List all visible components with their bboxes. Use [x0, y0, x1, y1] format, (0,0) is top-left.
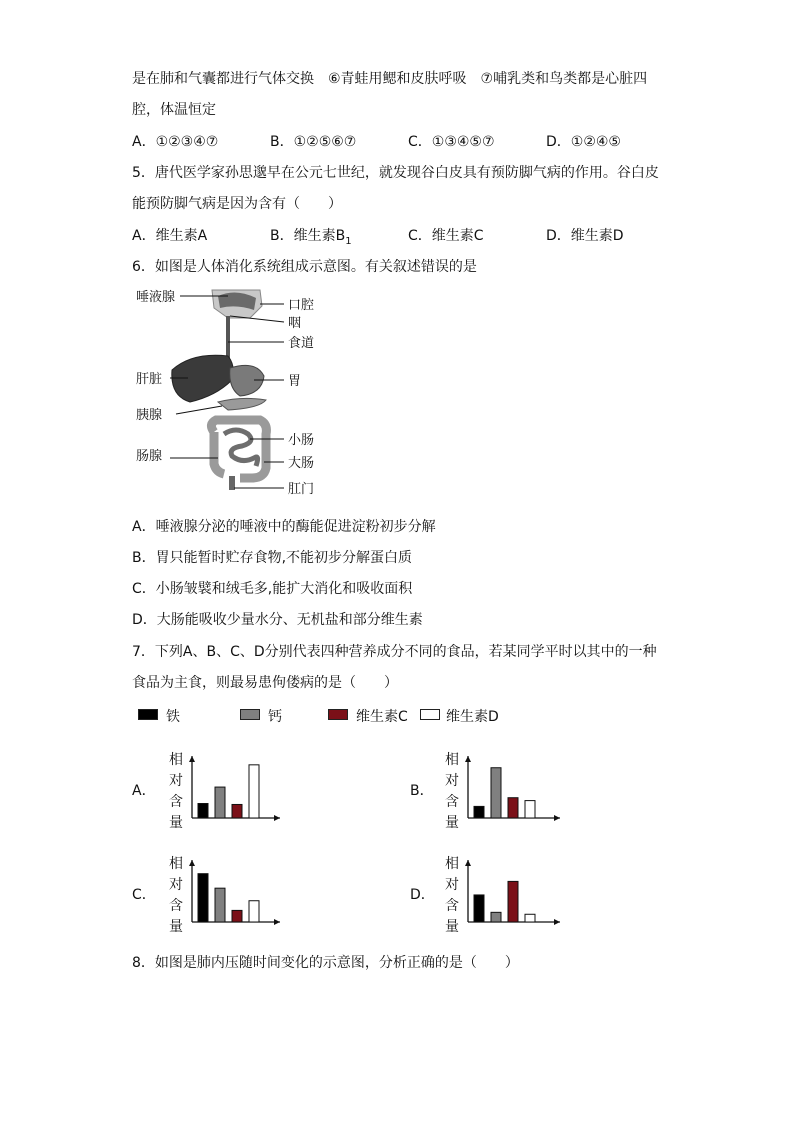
chart-a-y-arrow — [189, 756, 195, 762]
chart-c-option-label: C． — [132, 887, 156, 903]
q5-options — [132, 225, 692, 247]
legend-swatch-vitamin-d — [420, 709, 440, 720]
chart-c-bar-vitamin-c — [232, 910, 242, 922]
chart-b-ylabel-3: 量 — [445, 815, 459, 831]
label-anus: 肛门 — [288, 482, 315, 497]
label-pancreas: 胰腺 — [136, 408, 163, 423]
chart-d-bar-calcium — [491, 912, 501, 922]
label-intestinal-gland: 肠腺 — [136, 449, 163, 464]
chart-a-plot — [188, 750, 284, 826]
legend-swatch-vitamin-c — [328, 709, 348, 720]
chart-d-bar-vitamin-d — [525, 914, 535, 922]
chart-a-option-label: A． — [132, 783, 156, 799]
q6-stem: 6．如图是人体消化系统组成示意图。有关叙述错误的是 — [132, 259, 477, 275]
legend-swatch-iron — [138, 709, 158, 720]
stomach-shape — [230, 365, 264, 396]
chart-b-bar-calcium — [491, 768, 501, 818]
chart-a-bar-vitamin-c — [232, 804, 242, 818]
label-mouth: 口腔 — [288, 298, 315, 313]
q5-option-b-subscript: 1 — [345, 235, 352, 247]
label-liver: 肝脏 — [136, 372, 163, 387]
chart-legend — [138, 706, 538, 726]
q5-stem-line-2: 能预防脚气病是因为含有（ ） — [132, 196, 342, 212]
liver-shape — [172, 355, 234, 402]
label-esophagus: 食道 — [288, 336, 315, 351]
label-stomach: 胃 — [288, 374, 302, 389]
q4-option-d[interactable]: D．①②④⑤ — [546, 134, 621, 150]
q6-option-b[interactable]: B．胃只能暂时贮存食物,不能初步分解蛋白质 — [132, 550, 413, 566]
label-salivary-gland: 唾液腺 — [136, 290, 176, 305]
chart-d-x-arrow — [554, 919, 560, 925]
chart-d-ylabel — [444, 854, 460, 938]
q5-option-b-label: B．维生素B — [270, 228, 346, 244]
chart-a-bar-vitamin-d — [249, 765, 259, 818]
chart-d-ylabel-0: 相 — [445, 856, 459, 872]
chart-a-x-arrow — [274, 815, 280, 821]
chart-c-ylabel-1: 对 — [169, 877, 183, 893]
chart-a-ylabel-3: 量 — [169, 815, 183, 831]
chart-c-bar-calcium — [215, 888, 225, 922]
chart-d-bar-iron — [474, 895, 484, 922]
q5-option-d[interactable]: D．维生素D — [546, 228, 624, 244]
chart-c-y-arrow — [189, 860, 195, 866]
chart-c-bar-iron — [198, 874, 208, 922]
chart-a-ylabel-2: 含 — [169, 794, 183, 810]
chart-b-y-arrow — [465, 756, 471, 762]
label-pharynx: 咽 — [288, 316, 302, 331]
label-small-intestine: 小肠 — [288, 433, 315, 448]
chart-d-plot — [464, 854, 564, 930]
legend-swatch-calcium — [240, 709, 260, 720]
q8-stem: 8．如图是肺内压随时间变化的示意图，分析正确的是（ ） — [132, 955, 519, 971]
chart-b-plot — [464, 750, 564, 826]
q5-option-b[interactable] — [270, 225, 352, 247]
chart-b-ylabel — [444, 750, 460, 834]
chart-a-bar-calcium — [215, 787, 225, 818]
chart-a-bar-iron — [198, 804, 208, 819]
chart-d-bar-vitamin-c — [508, 881, 518, 922]
chart-d-ylabel-2: 含 — [445, 898, 459, 914]
q7-stem-line-2: 食品为主食，则最易患佝偻病的是（ ） — [132, 675, 398, 691]
chart-c-ylabel-3: 量 — [169, 919, 183, 935]
legend-label-vitamin-d: 维生素D — [446, 709, 499, 725]
q4-option-c[interactable]: C．①③④⑤⑦ — [408, 134, 495, 150]
intro-line-1: 是在肺和气囊都进行气体交换 ⑥青蛙用鳃和皮肤呼吸 ⑦哺乳类和鸟类都是心脏四 — [132, 71, 648, 87]
chart-b-bar-vitamin-c — [508, 798, 518, 818]
pancreas-shape — [218, 398, 266, 410]
chart-a-ylabel-1: 对 — [169, 773, 183, 789]
chart-b-bar-iron — [474, 806, 484, 818]
chart-d-ylabel-1: 对 — [445, 877, 459, 893]
chart-b-option-label: B． — [410, 783, 434, 799]
q6-option-c[interactable]: C．小肠皱襞和绒毛多,能扩大消化和吸收面积 — [132, 581, 413, 597]
large-intestine-left — [214, 432, 224, 474]
chart-c-ylabel-0: 相 — [169, 856, 183, 872]
q4-option-b[interactable]: B．①②⑤⑥⑦ — [270, 134, 357, 150]
q6-option-d[interactable]: D．大肠能吸收少量水分、无机盐和部分维生素 — [132, 612, 423, 628]
q4-option-a[interactable]: A．①②③④⑦ — [132, 134, 219, 150]
chart-c-plot — [188, 854, 284, 930]
chart-b-ylabel-2: 含 — [445, 794, 459, 810]
chart-c-bar-vitamin-d — [249, 901, 259, 922]
q4-options — [132, 131, 692, 153]
chart-c-ylabel-2: 含 — [169, 898, 183, 914]
chart-a-ylabel — [168, 750, 184, 834]
chart-c-x-arrow — [274, 919, 280, 925]
chart-d-ylabel-3: 量 — [445, 919, 459, 935]
q7-stem-line-1: 7．下列A、B、C、D分别代表四种营养成分不同的食品，若某同学平时以其中的一种 — [132, 644, 657, 660]
q5-option-c[interactable]: C．维生素C — [408, 228, 484, 244]
chart-a-ylabel-0: 相 — [169, 752, 183, 768]
chart-b-ylabel-0: 相 — [445, 752, 459, 768]
chart-d-option-label: D． — [410, 887, 435, 903]
small-intestine-shape — [224, 430, 258, 466]
chart-b-x-arrow — [554, 815, 560, 821]
legend-label-calcium: 钙 — [268, 709, 282, 725]
legend-label-vitamin-c: 维生素C — [356, 709, 408, 725]
digestive-system-figure — [132, 284, 332, 500]
label-large-intestine: 大肠 — [288, 456, 315, 471]
intro-line-2: 腔，体温恒定 — [132, 102, 216, 118]
chart-c-ylabel — [168, 854, 184, 938]
q6-option-a[interactable]: A．唾液腺分泌的唾液中的酶能促进淀粉初步分解 — [132, 519, 436, 535]
q5-option-a[interactable]: A．维生素A — [132, 228, 208, 244]
chart-b-bar-vitamin-d — [525, 801, 535, 818]
chart-b-ylabel-1: 对 — [445, 773, 459, 789]
q5-stem-line-1: 5．唐代医学家孙思邈早在公元七世纪，就发现谷白皮具有预防脚气病的作用。谷白皮 — [132, 165, 659, 181]
chart-d-y-arrow — [465, 860, 471, 866]
legend-label-iron: 铁 — [166, 709, 180, 725]
